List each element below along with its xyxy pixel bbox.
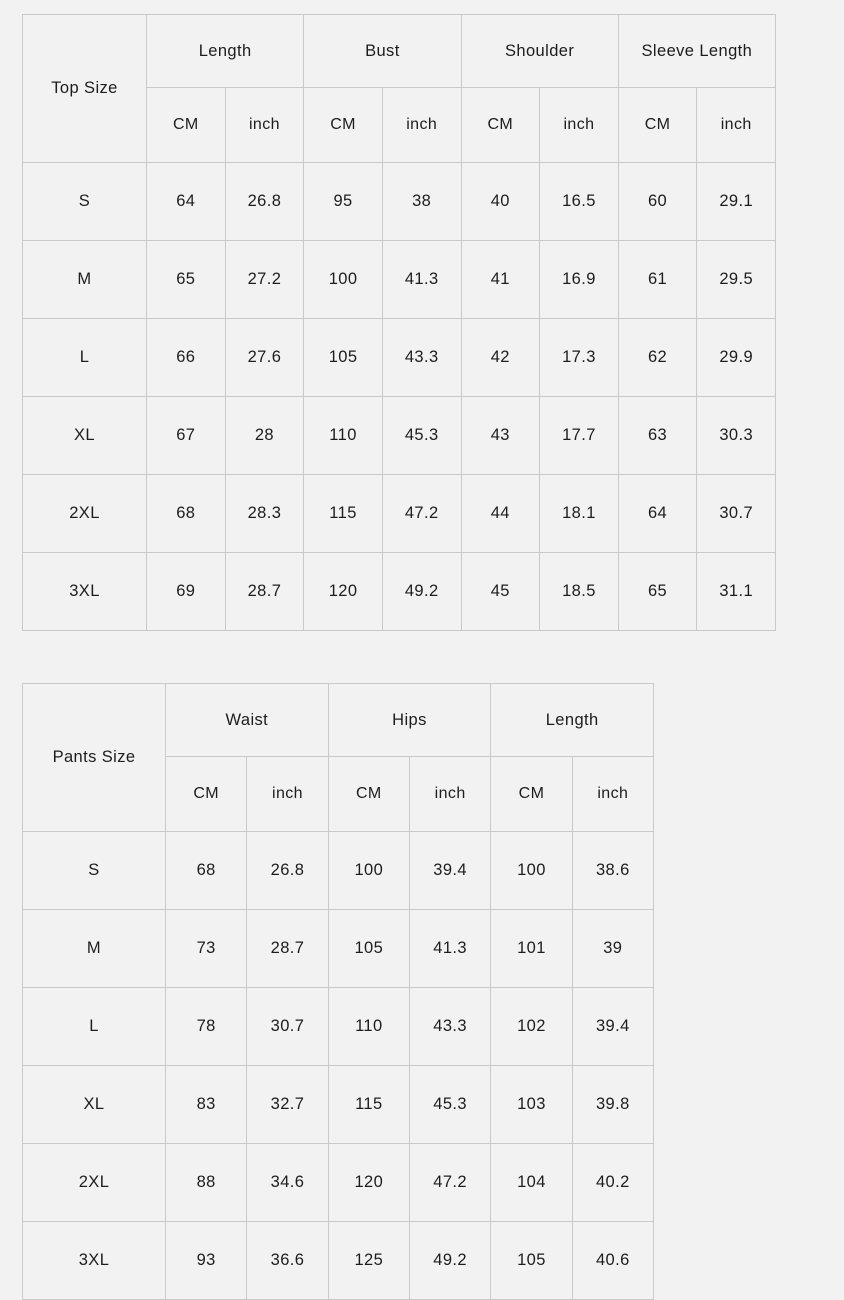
cell-value: 39.4 — [572, 988, 653, 1066]
cell-value: 32.7 — [247, 1066, 328, 1144]
cell-value: 60 — [618, 163, 697, 241]
cell-value: 39.4 — [409, 832, 490, 910]
unit-header-sleeve-cm: CM — [618, 88, 697, 163]
group-header-length: Length — [491, 684, 654, 757]
group-header-bust: Bust — [304, 15, 461, 88]
cell-value: 31.1 — [697, 553, 776, 631]
unit-header-waist-cm: CM — [166, 757, 247, 832]
cell-value: 43.3 — [382, 319, 461, 397]
cell-value: 120 — [304, 553, 383, 631]
cell-value: 73 — [166, 910, 247, 988]
cell-value: 115 — [328, 1066, 409, 1144]
cell-value: 68 — [147, 475, 226, 553]
table-row — [23, 397, 776, 475]
table-row — [23, 832, 654, 910]
cell-value: 41.3 — [409, 910, 490, 988]
cell-value: 45 — [461, 553, 540, 631]
table-row — [23, 163, 776, 241]
group-header-sleeve-length: Sleeve Length — [618, 15, 775, 88]
cell-value: 40.2 — [572, 1144, 653, 1222]
cell-value: 17.7 — [540, 397, 619, 475]
cell-value: 27.6 — [225, 319, 304, 397]
cell-value: 26.8 — [225, 163, 304, 241]
cell-value: 125 — [328, 1222, 409, 1300]
cell-value: 115 — [304, 475, 383, 553]
cell-value: 100 — [491, 832, 572, 910]
cell-value: 65 — [618, 553, 697, 631]
row-size-label: S — [23, 832, 166, 910]
table-row — [23, 475, 776, 553]
cell-value: 120 — [328, 1144, 409, 1222]
cell-value: 28.3 — [225, 475, 304, 553]
row-size-label: XL — [23, 1066, 166, 1144]
cell-value: 66 — [147, 319, 226, 397]
cell-value: 110 — [304, 397, 383, 475]
cell-value: 102 — [491, 988, 572, 1066]
row-size-label: L — [23, 988, 166, 1066]
cell-value: 40.6 — [572, 1222, 653, 1300]
cell-value: 83 — [166, 1066, 247, 1144]
group-header-hips: Hips — [328, 684, 491, 757]
cell-value: 28 — [225, 397, 304, 475]
table-header-group-row — [23, 15, 776, 88]
unit-header-hips-inch: inch — [409, 757, 490, 832]
cell-value: 101 — [491, 910, 572, 988]
unit-header-bust-inch: inch — [382, 88, 461, 163]
cell-value: 69 — [147, 553, 226, 631]
cell-value: 64 — [147, 163, 226, 241]
cell-value: 34.6 — [247, 1144, 328, 1222]
cell-value: 30.3 — [697, 397, 776, 475]
cell-value: 61 — [618, 241, 697, 319]
cell-value: 67 — [147, 397, 226, 475]
row-size-label: S — [23, 163, 147, 241]
table-row — [23, 988, 654, 1066]
cell-value: 100 — [328, 832, 409, 910]
top-size-table — [22, 14, 776, 631]
cell-value: 78 — [166, 988, 247, 1066]
cell-value: 68 — [166, 832, 247, 910]
unit-header-hips-cm: CM — [328, 757, 409, 832]
cell-value: 105 — [304, 319, 383, 397]
cell-value: 93 — [166, 1222, 247, 1300]
cell-value: 29.5 — [697, 241, 776, 319]
row-size-label: 2XL — [23, 475, 147, 553]
row-size-label: M — [23, 241, 147, 319]
table-row — [23, 1222, 654, 1300]
cell-value: 38 — [382, 163, 461, 241]
cell-value: 44 — [461, 475, 540, 553]
cell-value: 41 — [461, 241, 540, 319]
table-row — [23, 319, 776, 397]
cell-value: 45.3 — [409, 1066, 490, 1144]
table-header-group-row — [23, 684, 654, 757]
unit-header-length-inch: inch — [572, 757, 653, 832]
cell-value: 88 — [166, 1144, 247, 1222]
cell-value: 49.2 — [409, 1222, 490, 1300]
row-size-label: L — [23, 319, 147, 397]
cell-value: 95 — [304, 163, 383, 241]
cell-value: 39 — [572, 910, 653, 988]
unit-header-waist-inch: inch — [247, 757, 328, 832]
pants-size-table — [22, 683, 654, 1300]
unit-header-length-inch: inch — [225, 88, 304, 163]
cell-value: 43.3 — [409, 988, 490, 1066]
cell-value: 40 — [461, 163, 540, 241]
table-row — [23, 910, 654, 988]
cell-value: 105 — [328, 910, 409, 988]
cell-value: 28.7 — [225, 553, 304, 631]
row-size-label: 2XL — [23, 1144, 166, 1222]
unit-header-shoulder-cm: CM — [461, 88, 540, 163]
cell-value: 29.1 — [697, 163, 776, 241]
cell-value: 36.6 — [247, 1222, 328, 1300]
row-size-label: 3XL — [23, 1222, 166, 1300]
table-row — [23, 241, 776, 319]
cell-value: 47.2 — [382, 475, 461, 553]
row-size-label: XL — [23, 397, 147, 475]
cell-value: 16.5 — [540, 163, 619, 241]
cell-value: 62 — [618, 319, 697, 397]
cell-value: 30.7 — [697, 475, 776, 553]
cell-value: 26.8 — [247, 832, 328, 910]
table-row — [23, 1144, 654, 1222]
cell-value: 65 — [147, 241, 226, 319]
cell-value: 38.6 — [572, 832, 653, 910]
cell-value: 28.7 — [247, 910, 328, 988]
cell-value: 47.2 — [409, 1144, 490, 1222]
table-row — [23, 553, 776, 631]
cell-value: 110 — [328, 988, 409, 1066]
cell-value: 39.8 — [572, 1066, 653, 1144]
cell-value: 45.3 — [382, 397, 461, 475]
unit-header-bust-cm: CM — [304, 88, 383, 163]
unit-header-sleeve-inch: inch — [697, 88, 776, 163]
unit-header-length-cm: CM — [491, 757, 572, 832]
cell-value: 43 — [461, 397, 540, 475]
unit-header-shoulder-inch: inch — [540, 88, 619, 163]
cell-value: 49.2 — [382, 553, 461, 631]
cell-value: 63 — [618, 397, 697, 475]
cell-value: 27.2 — [225, 241, 304, 319]
group-header-length: Length — [147, 15, 304, 88]
cell-value: 42 — [461, 319, 540, 397]
cell-value: 104 — [491, 1144, 572, 1222]
cell-value: 18.5 — [540, 553, 619, 631]
cell-value: 105 — [491, 1222, 572, 1300]
cell-value: 17.3 — [540, 319, 619, 397]
cell-value: 16.9 — [540, 241, 619, 319]
pants-size-header: Pants Size — [23, 684, 166, 832]
cell-value: 100 — [304, 241, 383, 319]
cell-value: 41.3 — [382, 241, 461, 319]
row-size-label: 3XL — [23, 553, 147, 631]
cell-value: 64 — [618, 475, 697, 553]
group-header-waist: Waist — [166, 684, 329, 757]
row-size-label: M — [23, 910, 166, 988]
cell-value: 103 — [491, 1066, 572, 1144]
cell-value: 18.1 — [540, 475, 619, 553]
cell-value: 29.9 — [697, 319, 776, 397]
table-row — [23, 1066, 654, 1144]
unit-header-length-cm: CM — [147, 88, 226, 163]
group-header-shoulder: Shoulder — [461, 15, 618, 88]
top-size-header: Top Size — [23, 15, 147, 163]
cell-value: 30.7 — [247, 988, 328, 1066]
